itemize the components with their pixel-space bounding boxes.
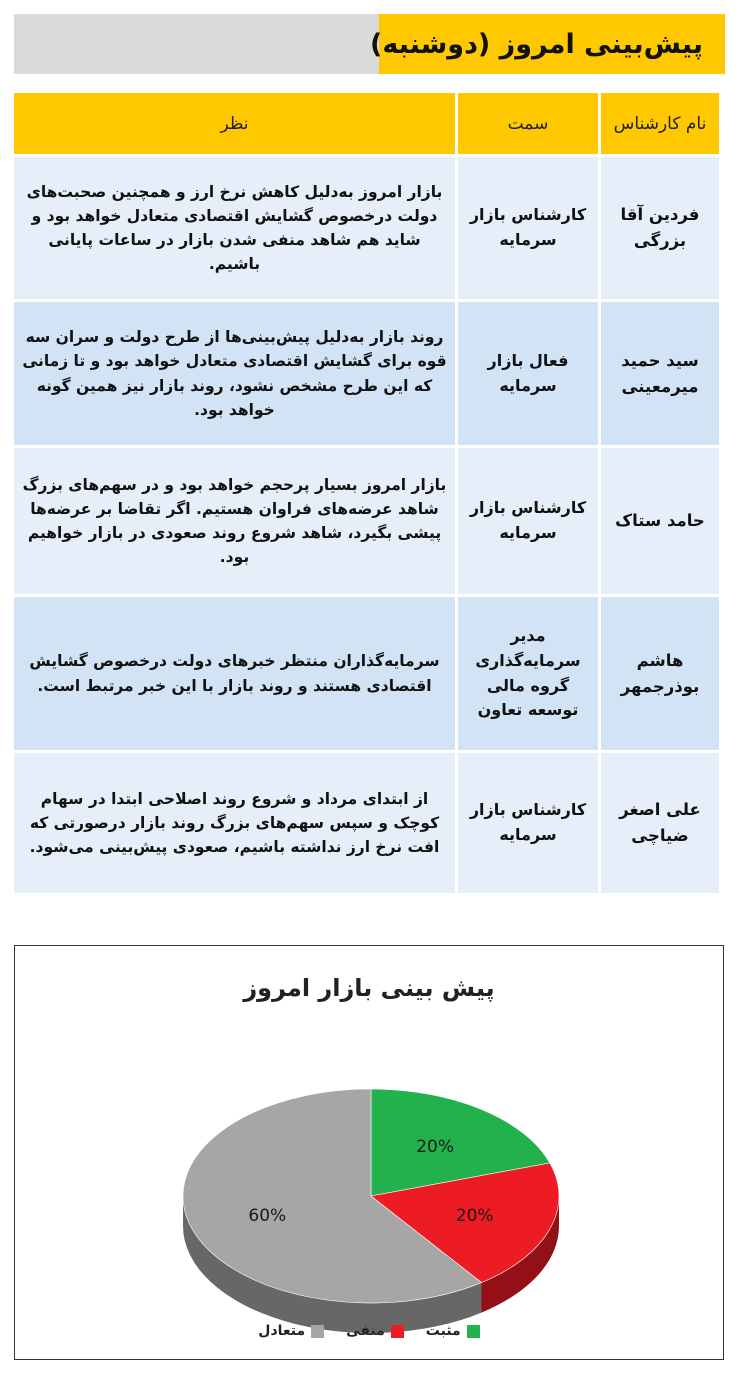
- expert-role: کارشناس بازار سرمایه: [458, 753, 598, 893]
- pie-chart: [15, 946, 722, 1358]
- legend-item-neutral: [258, 1323, 324, 1339]
- column-header-role: سمت: [458, 93, 598, 154]
- pie-label-neutral: 60%: [248, 1206, 287, 1227]
- experts-table: [11, 90, 722, 896]
- legend-label-negative: منفی: [346, 1323, 385, 1339]
- legend-swatch-negative: [391, 1325, 404, 1338]
- pie-chart-box: [14, 945, 724, 1360]
- legend-swatch-positive: [467, 1325, 480, 1338]
- expert-name: حامد ستاک: [601, 448, 719, 594]
- pie-label-positive: 20%: [416, 1136, 454, 1157]
- column-header-name: نام کارشناس: [601, 93, 719, 154]
- table-header-row: [14, 93, 719, 154]
- expert-opinion: روند بازار به‌دلیل پیش‌بینی‌ها از طرح دولت و سران سه قوه برای گشایش اقتصادی متعادل خواهد بود و تا زمانی که این طرح مشخص نشود، روند بازار نیز همین گونه خواهد بود.: [14, 302, 455, 445]
- expert-name: علی اصغر ضیاچی: [601, 753, 719, 893]
- page-title: پیش‌بینی امروز (دوشنبه): [369, 28, 703, 60]
- expert-role: مدیر سرمایه‌گذاری گروه مالی توسعه تعاون: [458, 597, 598, 750]
- table-row: [14, 597, 719, 750]
- pie-label-negative: 20%: [455, 1206, 494, 1227]
- legend-swatch-neutral: [311, 1325, 324, 1338]
- expert-name: فردین آقا بزرگی: [601, 157, 719, 299]
- experts-table-wrap: [14, 93, 725, 893]
- expert-role: فعال بازار سرمایه: [458, 302, 598, 445]
- expert-role: کارشناس بازار سرمایه: [458, 448, 598, 594]
- chart-title: پیش بینی بازار امروز: [243, 974, 495, 1002]
- table-row: [14, 302, 719, 445]
- header-title-box: [369, 14, 725, 74]
- legend-item-negative: [346, 1323, 404, 1339]
- header-bar: [14, 14, 725, 74]
- expert-opinion: از ابتدای مرداد و شروع روند اصلاحی ابتدا در سهام کوچک و سپس سهم‌های بزرگ روند بازار درصورتی که افت نرخ ارز نداشته باشیم، صعودی پیش‌بینی می‌شود.: [14, 753, 455, 893]
- legend-label-neutral: متعادل: [258, 1323, 306, 1339]
- expert-opinion: بازار امروز بسیار پرحجم خواهد بود و در سهم‌های بزرگ شاهد عرضه‌های فراوان هستیم. اگر تقاضا بر عرضه‌ها پیشی بگیرد، شاهد شروع روند صعودی در بازار خواهیم بود.: [14, 448, 455, 594]
- legend-label-positive: مثبت: [425, 1323, 461, 1339]
- expert-opinion: بازار امروز به‌دلیل کاهش نرخ ارز و همچنین صحبت‌های دولت درخصوص گشایش اقتصادی متعادل خواهد بود و شاید هم شاهد منفی شدن بازار در ساعات پایانی باشیم.: [14, 157, 455, 299]
- table-row: [14, 448, 719, 594]
- column-header-opinion: نظر: [14, 93, 455, 154]
- expert-opinion: سرمایه‌گذاران منتظر خبرهای دولت درخصوص گشایش اقتصادی هستند و روند بازار با این خبر مرتبط است.: [14, 597, 455, 750]
- legend-item-positive: [426, 1323, 480, 1339]
- expert-name: هاشم بوذرجمهر: [601, 597, 719, 750]
- table-row: [14, 753, 719, 893]
- expert-role: کارشناس بازار سرمایه: [458, 157, 598, 299]
- chart-legend: [15, 1323, 723, 1339]
- expert-name: سید حمید میرمعینی: [601, 302, 719, 445]
- table-row: [14, 157, 719, 299]
